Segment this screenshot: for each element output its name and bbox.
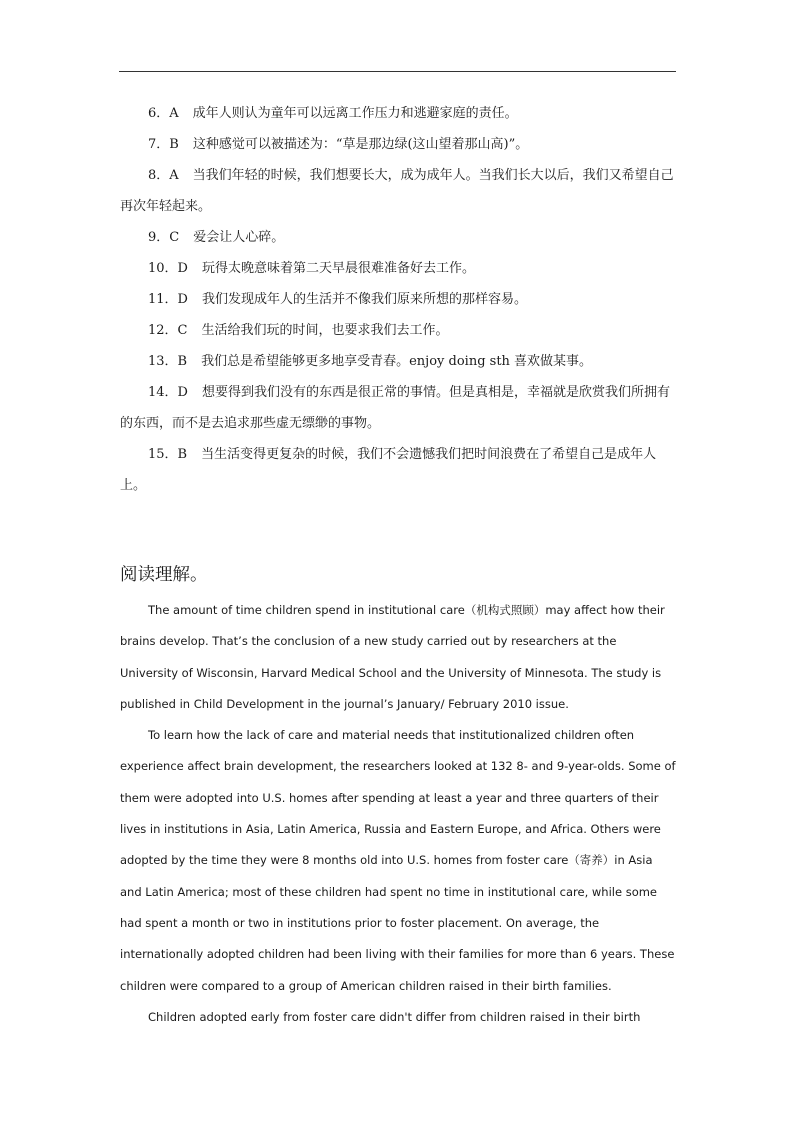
answer-number: 12．C [148,323,188,338]
passage-paragraph: To learn how the lack of care and material needs that institutionalized children often experience affect brain development, the researchers looked at 132 8- and 9-year-olds. Some of them were adopted into U.S. homes after spending at least a year and three quarters of their lives in institutions in Asia, Latin America, Russia and Eastern Europe, and Africa. Others were adopted by the time they were 8 months old into U.S. homes from foster care（寄养）in Asia and Latin America; most of these children had spent no time in institutional care, while some had spent a month or two in institutions prior to foster placement. On average, the internationally adopted children had been living with their families for more than 6 years. These children were compared to a group of American children raised in their birth families. [120,728,676,993]
passage-paragraph: The amount of time children spend in institutional care（机构式照顾）may affect how their brains develop. That’s the conclusion of a new study carried out by researchers at the University of Wisconsin, Harvard Medical School and the University of Minnesota. The study is published in Child Development in the journal’s January/ February 2010 issue. [120,603,665,711]
answer-number: 14．D [148,385,188,400]
answer-explanation: 成年人则认为童年可以远离工作压力和逃避家庭的责任。 [192,106,518,121]
answer-item [120,222,676,253]
answer-number: 15．B [148,447,188,462]
answer-item [120,315,676,346]
answer-number: 11．D [148,292,188,307]
header-rule [119,71,676,72]
answer-item [120,98,676,129]
answer-item [120,284,676,315]
answer-explanation: 想要得到我们没有的东西是很正常的事情。但是真相是，幸福就是欣赏我们所拥有的东西，而不是去追求那些虚无缥缈的事物。 [120,385,670,431]
answer-explanation: 爱会让人心碎。 [193,230,285,245]
answer-number: 6．A [148,106,179,121]
answer-item [120,129,676,160]
answer-explanation: 当生活变得更复杂的时候，我们不会遗憾我们把时间浪费在了希望自己是成年人上。 [120,447,657,493]
answer-explanation: 我们发现成年人的生活并不像我们原来所想的那样容易。 [201,292,527,307]
section-title: 阅读理解。 [120,565,208,585]
answer-explanation: 我们总是希望能够更多地享受青春。enjoy doing sth 喜欢做某事。 [201,354,593,369]
answer-number: 13．B [148,354,188,369]
answer-explanation: 生活给我们玩的时间，也要求我们去工作。 [201,323,449,338]
answer-item [120,160,676,222]
answer-item [120,439,676,501]
answer-item [120,253,676,284]
answer-explanation: 当我们年轻的时候，我们想要长大，成为成年人。当我们长大以后，我们又希望自己再次年轻起来。 [120,168,674,214]
answer-number: 9．C [148,230,180,245]
answer-number: 8．A [148,168,179,183]
reading-passage [120,595,676,1033]
answer-explanation: 这种感觉可以被描述为：“草是那边绿(这山望着那山高)”。 [192,137,529,152]
answer-item [120,346,676,377]
answer-item [120,377,676,439]
answer-explanation: 玩得太晚意味着第二天早晨很难准备好去工作。 [201,261,475,276]
answer-list [120,98,676,501]
passage-paragraph: Children adopted early from foster care didn't differ from children raised in their birth [148,1009,641,1024]
answer-number: 10．D [148,261,188,276]
answer-number: 7．B [148,137,179,152]
